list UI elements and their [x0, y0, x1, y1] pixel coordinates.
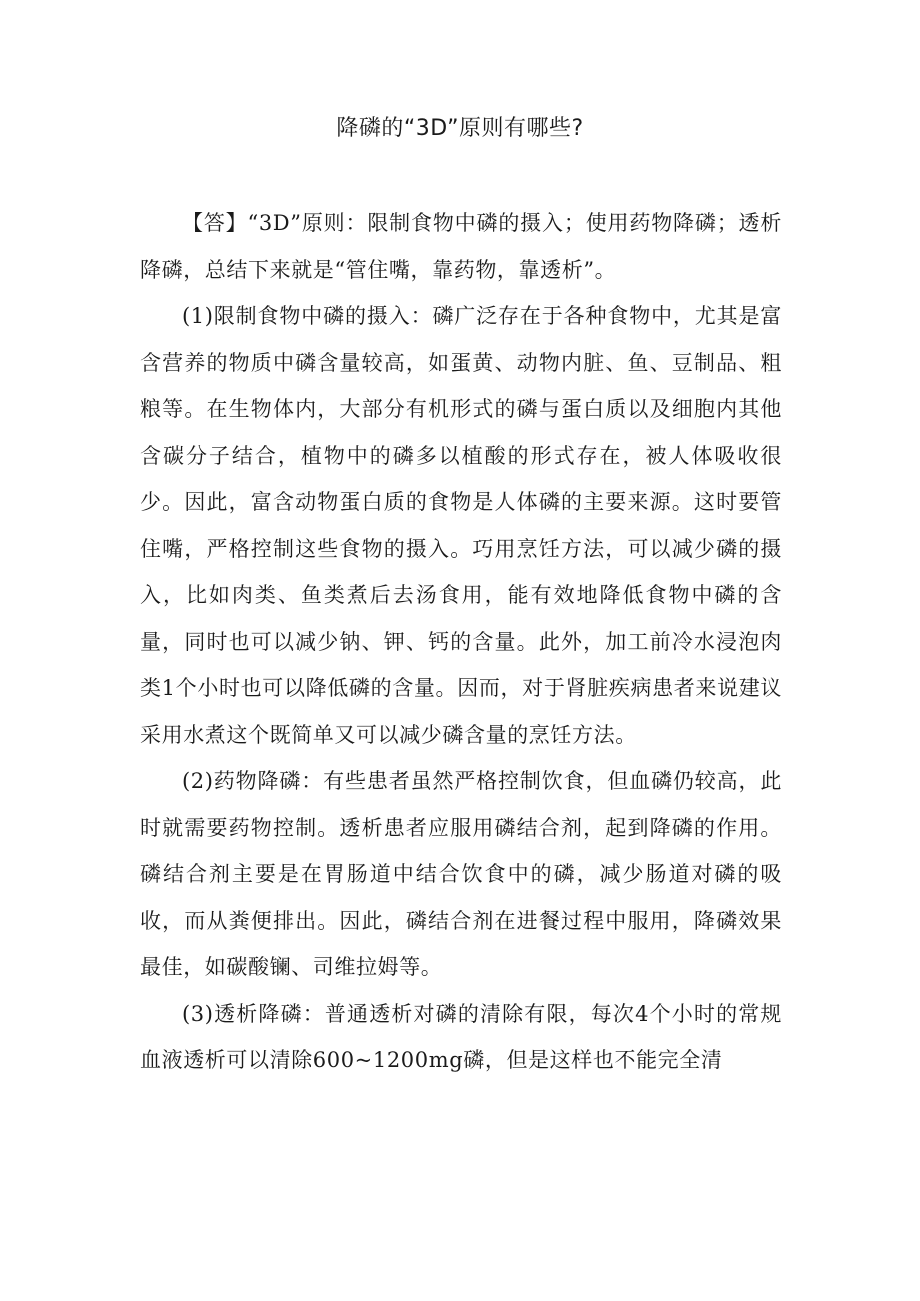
document-body [140, 200, 782, 1084]
answer-paragraph: 【答】“3D”原则：限制食物中磷的摄入；使用药物降磷；透析降磷，总结下来就是“管住嘴，靠药物，靠透析”。 [140, 211, 782, 282]
paragraph-medication: (2)药物降磷：有些患者虽然严格控制饮食，但血磷仍较高，此时就需要药物控制。透析患者应服用磷结合剂，起到降磷的作用。磷结合剂主要是在胃肠道中结合饮食中的磷，减少肠道对磷的吸收，而从粪便排出。因此，磷结合剂在进餐过程中服用，降磷效果最佳，如碳酸镧、司维拉姆等。 [140, 769, 782, 979]
paragraph-dialysis: (3)透析降磷：普通透析对磷的清除有限，每次4个小时的常规血液透析可以清除600~1200mg磷，但是这样也不能完全清 [140, 1001, 782, 1072]
paragraph-diet-restriction: (1)限制食物中磷的摄入：磷广泛存在于各种食物中，尤其是富含营养的物质中磷含量较高，如蛋黄、动物内脏、鱼、豆制品、粗粮等。在生物体内，大部分有机形式的磷与蛋白质以及细胞内其他含碳分子结合，植物中的磷多以植酸的形式存在，被人体吸收很少。因此，富含动物蛋白质的食物是人体磷的主要来源。这时要管住嘴，严格控制这些食物的摄入。巧用烹饪方法，可以减少磷的摄入，比如肉类、鱼类煮后去汤食用，能有效地降低食物中磷的含量，同时也可以减少钠、钾、钙的含量。此外，加工前冷水浸泡肉类1个小时也可以降低磷的含量。因而，对于肾脏疾病患者来说建议采用水煮这个既简单又可以减少磷含量的烹饪方法。 [140, 304, 782, 747]
page-title: 降磷的“3D”原则有哪些? [336, 116, 584, 141]
